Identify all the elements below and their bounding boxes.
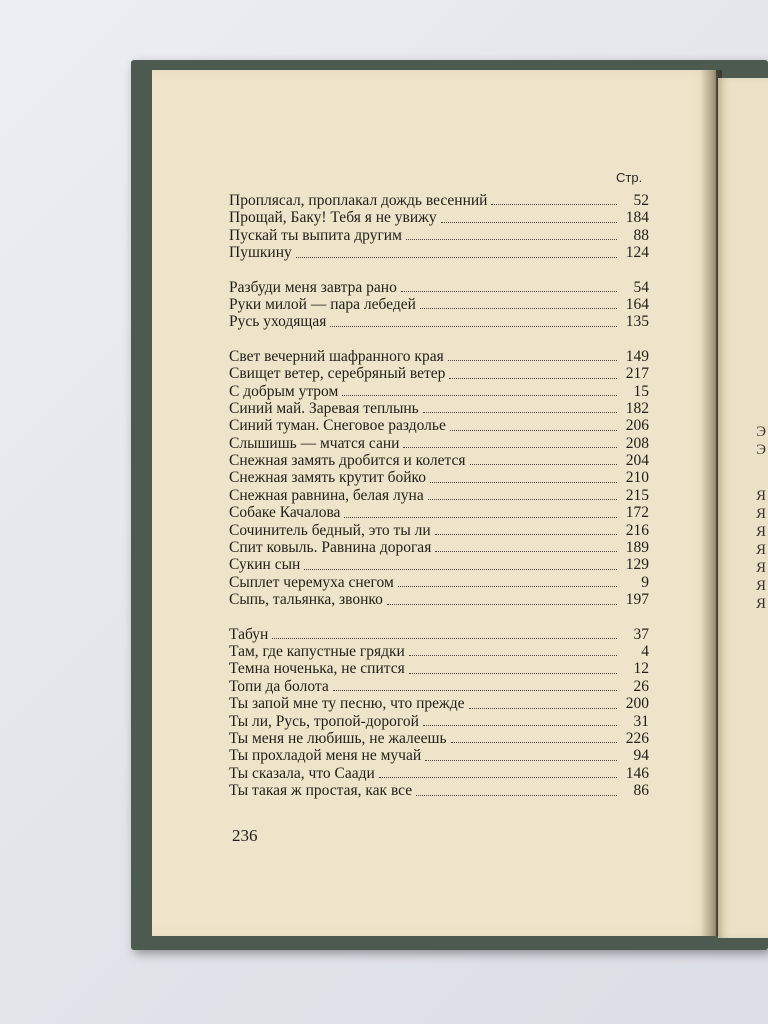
dot-leader — [406, 239, 617, 240]
toc-entry — [229, 643, 649, 660]
toc-entry-page: 37 — [633, 625, 649, 643]
dot-leader — [333, 690, 617, 691]
dot-leader — [435, 551, 617, 552]
toc-entry-page: 135 — [625, 313, 649, 331]
toc-entry-title: Сочинитель бедный, это ты ли — [229, 521, 431, 539]
toc-entry — [229, 556, 649, 573]
toc-entry — [229, 417, 649, 434]
toc-entry — [229, 713, 649, 730]
toc-entry-page: 146 — [625, 764, 649, 782]
toc-entry-title: Ты меня не любишь, не жалеешь — [229, 729, 447, 747]
dot-leader — [403, 447, 617, 448]
toc-entry — [229, 383, 649, 400]
toc-entry-title: С добрым утром — [229, 382, 339, 400]
toc-entry — [229, 279, 649, 296]
toc-entry-title: Разбуди меня завтра рано — [229, 278, 397, 296]
toc-entry-page: 189 — [625, 539, 649, 557]
toc-entry — [229, 365, 649, 382]
toc-group — [229, 626, 649, 800]
toc-entry-page: 86 — [633, 782, 649, 800]
toc-entry — [229, 435, 649, 452]
dot-leader — [470, 464, 617, 465]
dot-leader — [449, 378, 617, 379]
toc-entry-title: Слышишь — мчатся сани — [229, 434, 400, 452]
toc-entry — [229, 660, 649, 677]
right-page-glyph: Я — [755, 542, 766, 558]
toc-entry-page: 208 — [625, 434, 649, 452]
toc-entry-title: Топи да болота — [229, 677, 329, 695]
right-page-glyph: Я — [755, 506, 766, 522]
dot-leader — [448, 360, 617, 361]
right-page-glyph: Я — [755, 524, 766, 540]
toc-entry-title: Ты такая ж простая, как все — [229, 782, 413, 800]
toc-entry-title: Проплясал, проплакал дождь весенний — [229, 192, 488, 209]
toc-entry-page: 26 — [633, 677, 649, 695]
toc-group — [229, 279, 649, 331]
toc-entry-page: 217 — [625, 365, 649, 383]
page-column-label: Стр. — [616, 170, 643, 185]
dot-leader — [272, 638, 617, 639]
toc-entry — [229, 574, 649, 591]
toc-entry-page: 204 — [625, 452, 649, 470]
dot-leader — [469, 708, 617, 709]
toc-entry-page: 12 — [633, 660, 649, 678]
toc-entry-title: Собаке Качалова — [229, 504, 341, 522]
toc-entry-title: Снежная замять дробится и колется — [229, 452, 466, 470]
toc-entry-page: 216 — [625, 521, 649, 539]
toc-group — [229, 192, 649, 262]
toc-entry-title: Снежная равнина, белая луна — [229, 486, 424, 504]
dot-leader — [441, 222, 617, 223]
toc-entry-page: 206 — [625, 417, 649, 435]
toc-entry-title: Пускай ты выпита другим — [229, 226, 402, 244]
toc-group — [229, 348, 649, 609]
toc-entry — [229, 695, 649, 712]
toc-entry-page: 164 — [625, 295, 649, 313]
right-page-glyph: Я — [755, 578, 766, 594]
toc-entry — [229, 487, 649, 504]
toc-entry-title: Ты запой мне ту песню, что прежде — [229, 695, 465, 713]
dot-leader — [344, 517, 617, 518]
toc-entry-title: Синий май. Заревая теплынь — [229, 399, 419, 417]
toc-entry-title: Ты прохладой меня не мучай — [229, 747, 422, 765]
dot-leader — [423, 725, 617, 726]
toc-entry-title: Руки милой — пара лебедей — [229, 295, 416, 313]
toc-entry-title: Пушкину — [229, 244, 292, 262]
dot-leader — [430, 482, 617, 483]
toc-entry-page: 15 — [633, 382, 649, 400]
right-page-glyph: Я — [755, 488, 766, 504]
toc-entry-title: Сыплет черемуха снегом — [229, 573, 394, 591]
toc-entry-page: 94 — [633, 747, 649, 765]
dot-leader — [450, 430, 617, 431]
dot-leader — [435, 534, 617, 535]
toc-entry — [229, 678, 649, 695]
toc-entry — [229, 765, 649, 782]
toc-entry-title: Сыпь, тальянка, звонко — [229, 591, 383, 609]
toc-entry-page: 31 — [633, 712, 649, 730]
dot-leader — [387, 604, 617, 605]
dot-leader — [416, 795, 617, 796]
toc-entry — [229, 522, 649, 539]
toc-entry — [229, 730, 649, 747]
right-page-glyph: Э — [756, 442, 766, 458]
toc-entry — [229, 591, 649, 608]
toc-entry — [229, 348, 649, 365]
toc-entry-title: Спит ковыль. Равнина дорогая — [229, 539, 432, 557]
dot-leader — [451, 742, 617, 743]
toc-entry-page: 149 — [625, 347, 649, 365]
right-page-edge — [718, 78, 768, 938]
toc-entry-title: Снежная замять крутит бойко — [229, 469, 427, 487]
toc-entry-page: 215 — [625, 486, 649, 504]
dot-leader — [420, 308, 617, 309]
toc-entry — [229, 209, 649, 226]
toc-entry — [229, 400, 649, 417]
toc-entry — [229, 626, 649, 643]
toc-entry-title: Синий туман. Снеговое раздолье — [229, 417, 446, 435]
toc-entry-page: 88 — [633, 226, 649, 244]
toc-entry-page: 52 — [633, 192, 649, 209]
dot-leader — [296, 257, 617, 258]
toc-entry — [229, 504, 649, 521]
toc-entry-page: 184 — [625, 209, 649, 227]
dot-leader — [398, 586, 617, 587]
toc-entry-title: Русь уходящая — [229, 313, 327, 331]
toc-entry-title: Свет вечерний шафранного края — [229, 347, 444, 365]
toc-entry — [229, 747, 649, 764]
dot-leader — [428, 499, 617, 500]
dot-leader — [330, 326, 617, 327]
toc-entry-title: Темна ноченька, не спится — [229, 660, 405, 678]
toc-entry — [229, 452, 649, 469]
toc-entry-title: Свищет ветер, серебряный ветер — [229, 365, 446, 383]
toc-entry — [229, 782, 649, 799]
toc-entry-title: Сукин сын — [229, 556, 301, 574]
toc-entry-title: Ты ли, Русь, тропой-дорогой — [229, 712, 419, 730]
dot-leader — [342, 395, 617, 396]
dot-leader — [304, 569, 617, 570]
toc-entry-title: Прощай, Баку! Тебя я не увижу — [229, 209, 437, 227]
toc-entry-page: 124 — [625, 244, 649, 262]
dot-leader — [379, 777, 617, 778]
dot-leader — [491, 204, 617, 205]
table-of-contents — [229, 192, 649, 817]
toc-entry-page: 197 — [625, 591, 649, 609]
toc-entry-page: 182 — [625, 399, 649, 417]
dot-leader — [423, 412, 617, 413]
dot-leader — [425, 760, 617, 761]
toc-entry-page: 226 — [625, 729, 649, 747]
dot-leader — [409, 673, 617, 674]
toc-entry-page: 129 — [625, 556, 649, 574]
toc-entry — [229, 244, 649, 261]
dot-leader — [409, 655, 617, 656]
toc-entry-page: 54 — [633, 278, 649, 296]
toc-entry-page: 172 — [625, 504, 649, 522]
toc-entry-title: Ты сказала, что Саади — [229, 764, 375, 782]
right-page-glyph: Я — [755, 596, 766, 612]
dot-leader — [401, 291, 617, 292]
right-page-glyph: Э — [756, 424, 766, 440]
toc-entry — [229, 539, 649, 556]
toc-entry-title: Табун — [229, 625, 269, 643]
toc-entry — [229, 469, 649, 486]
toc-entry — [229, 192, 649, 209]
toc-entry — [229, 227, 649, 244]
toc-entry-page: 210 — [625, 469, 649, 487]
toc-entry-page: 4 — [641, 642, 649, 660]
page-number: 236 — [232, 826, 258, 845]
right-page-glyph: Я — [755, 560, 766, 576]
toc-entry — [229, 296, 649, 313]
toc-entry — [229, 313, 649, 330]
toc-entry-page: 200 — [625, 695, 649, 713]
toc-entry-title: Там, где капустные грядки — [229, 642, 405, 660]
toc-entry-page: 9 — [641, 573, 649, 591]
